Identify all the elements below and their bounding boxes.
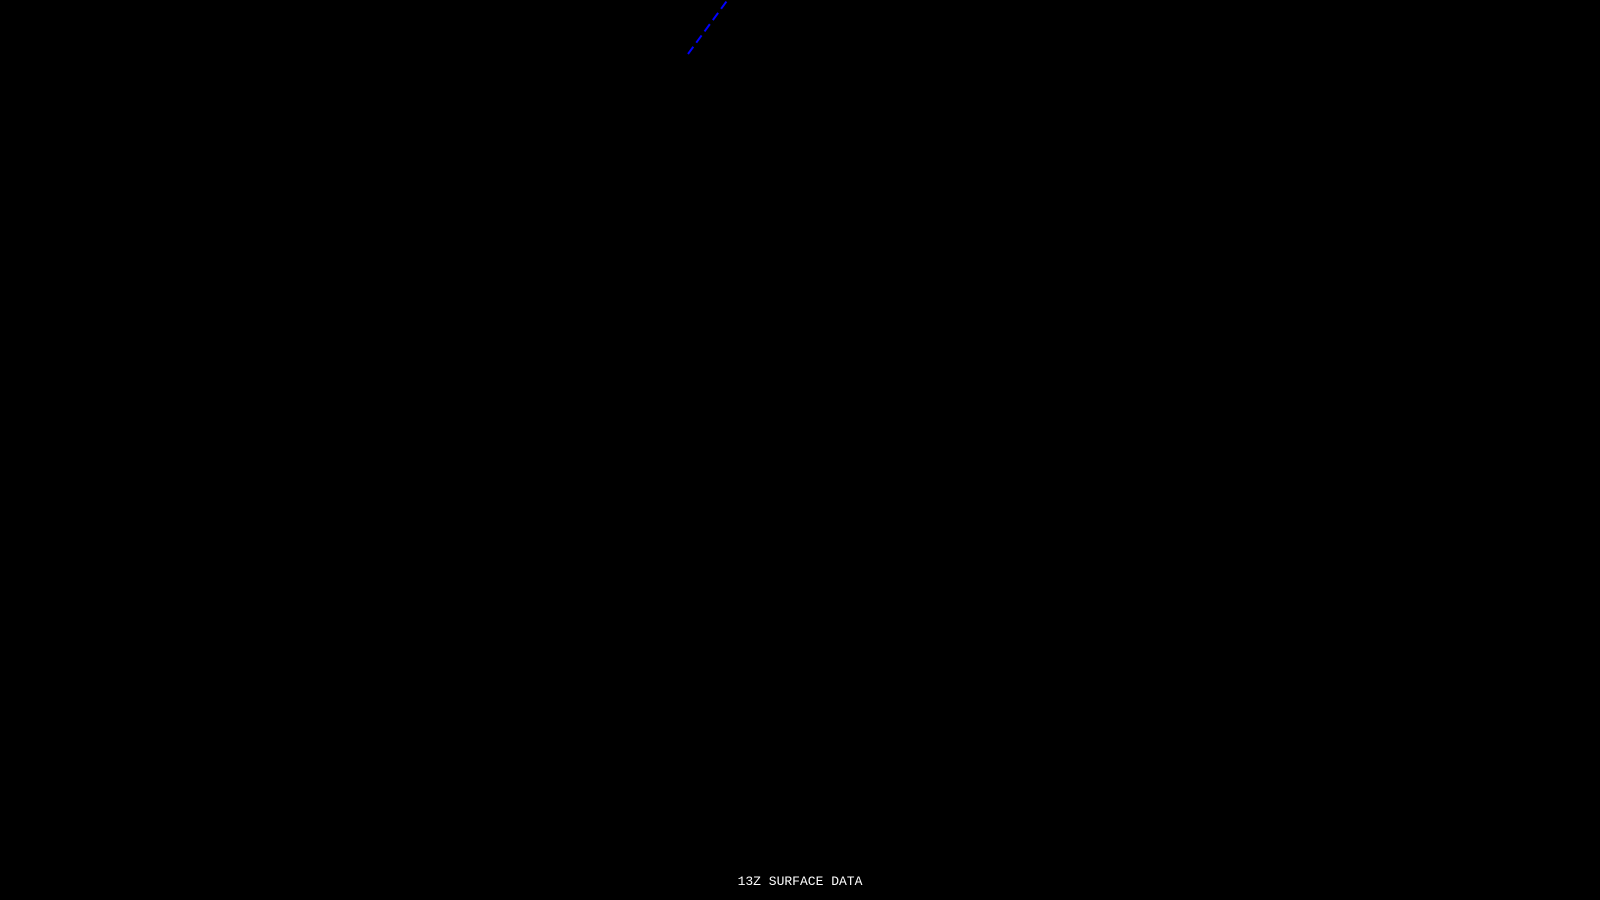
map-caption: 13Z SURFACE DATA — [737, 874, 863, 889]
dashed-boundary-line — [688, 0, 729, 54]
